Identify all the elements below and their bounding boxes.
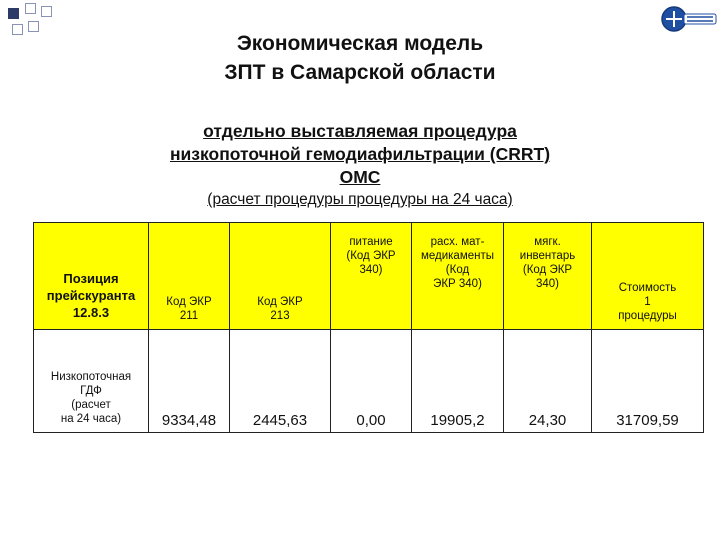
cell-medicines: 19905,2 (412, 330, 504, 433)
subtitle-line-1: отдельно выставляемая процедура (203, 121, 517, 141)
page-title-line-1: Экономическая модель (236, 32, 484, 55)
corner-square-2 (25, 3, 36, 14)
header-position: Позиция прейскуранта 12.8.3 (34, 223, 149, 330)
header-cost: Стоимость 1 процедуры (592, 223, 704, 330)
header-ekr-213: Код ЭКР 213 (230, 223, 331, 330)
cell-ekr-211: 9334,48 (149, 330, 230, 433)
cost-table (33, 222, 704, 433)
corner-square-1 (8, 8, 19, 19)
subtitle-line-4: (расчет процедуры процедуры на 24 часа) (207, 191, 513, 208)
row-label: Низкопоточная ГДФ (расчет на 24 часа) (34, 330, 149, 433)
subtitle-line-2: низкопоточной гемодиафильтрации (CRRT) (169, 144, 551, 164)
header-food: питание (Код ЭКР 340) (331, 223, 412, 330)
cell-ekr-213: 2445,63 (230, 330, 331, 433)
table-header-row (34, 223, 704, 330)
cell-cost: 31709,59 (592, 330, 704, 433)
header-soft-inventory: мягк. инвентарь (Код ЭКР 340) (504, 223, 592, 330)
page-title-line-2: ЗПТ в Самарской области (224, 61, 496, 84)
cell-soft-inventory: 24,30 (504, 330, 592, 433)
subtitle-line-3: ОМС (339, 167, 381, 187)
corner-square-3 (41, 6, 52, 17)
header-ekr-211: Код ЭКР 211 (149, 223, 230, 330)
header-medicines: расх. мат- медикаменты (Код ЭКР 340) (412, 223, 504, 330)
table-row (34, 330, 704, 433)
cell-food: 0,00 (331, 330, 412, 433)
